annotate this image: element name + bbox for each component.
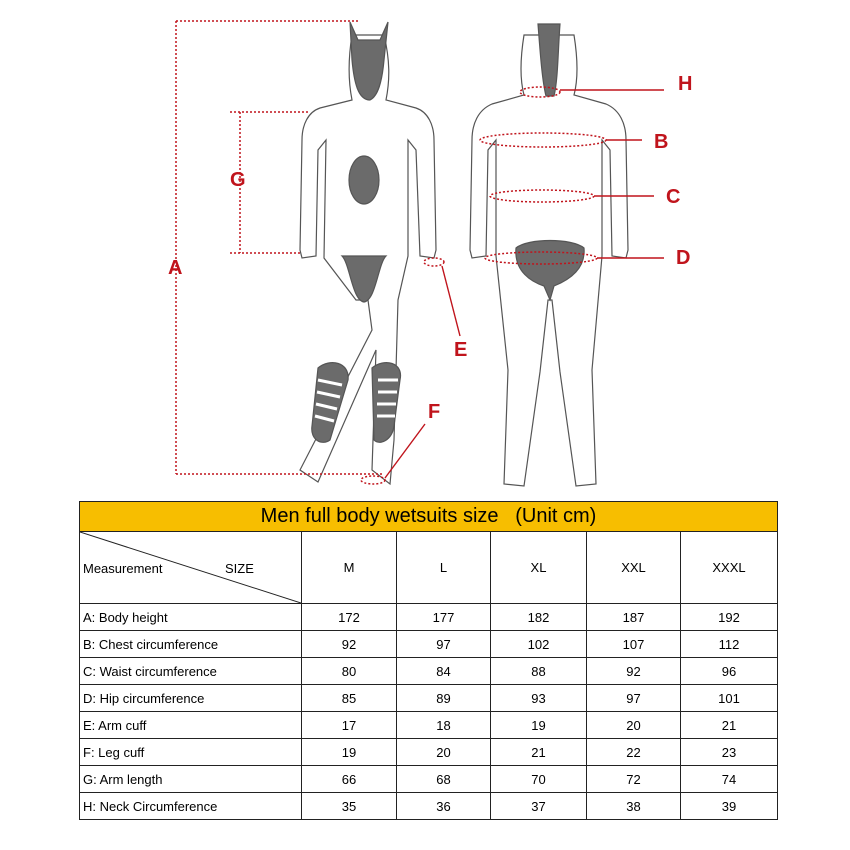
back-figure xyxy=(470,24,628,486)
front-figure xyxy=(300,22,436,484)
table-cell: 112 xyxy=(681,631,778,658)
size-header-l: L xyxy=(397,532,491,604)
label-d: D xyxy=(676,247,691,269)
size-header-xxl: XXL xyxy=(587,532,681,604)
size-header-xxxl: XXXL xyxy=(681,532,778,604)
table-cell: 35 xyxy=(302,793,397,820)
header-corner-cell xyxy=(80,532,302,604)
size-chart-table xyxy=(79,501,778,820)
size-header-m: M xyxy=(302,532,397,604)
row-label: D: Hip circumference xyxy=(80,685,302,712)
e-cuff-ring xyxy=(424,258,444,266)
row-label: F: Leg cuff xyxy=(80,739,302,766)
row-label: B: Chest circumference xyxy=(80,631,302,658)
table-row xyxy=(80,766,778,793)
table-cell: 72 xyxy=(587,766,681,793)
table-cell: 88 xyxy=(491,658,587,685)
table-cell: 89 xyxy=(397,685,491,712)
table-cell: 17 xyxy=(302,712,397,739)
table-row xyxy=(80,658,778,685)
table-cell: 92 xyxy=(302,631,397,658)
label-g: G xyxy=(230,169,246,191)
table-row xyxy=(80,712,778,739)
table-cell: 21 xyxy=(681,712,778,739)
header-size: SIZE xyxy=(225,561,254,576)
table-cell: 66 xyxy=(302,766,397,793)
table-cell: 80 xyxy=(302,658,397,685)
chest-panel xyxy=(349,156,379,204)
table-row xyxy=(80,739,778,766)
table-cell: 37 xyxy=(491,793,587,820)
label-a: A xyxy=(168,257,183,279)
table-cell: 97 xyxy=(397,631,491,658)
table-cell: 177 xyxy=(397,604,491,631)
table-row xyxy=(80,604,778,631)
table-cell: 107 xyxy=(587,631,681,658)
label-b: B xyxy=(654,131,669,153)
table-cell: 74 xyxy=(681,766,778,793)
table-cell: 96 xyxy=(681,658,778,685)
table-cell: 22 xyxy=(587,739,681,766)
table-cell: 92 xyxy=(587,658,681,685)
right-knee-pad xyxy=(372,363,401,443)
table-cell: 97 xyxy=(587,685,681,712)
table-cell: 19 xyxy=(491,712,587,739)
table-cell: 23 xyxy=(681,739,778,766)
table-cell: 172 xyxy=(302,604,397,631)
table-row xyxy=(80,793,778,820)
table-cell: 20 xyxy=(397,739,491,766)
table-cell: 38 xyxy=(587,793,681,820)
table-cell: 20 xyxy=(587,712,681,739)
table-row xyxy=(80,685,778,712)
table-cell: 192 xyxy=(681,604,778,631)
table-title: Men full body wetsuits size (Unit cm) xyxy=(80,502,778,532)
table-cell: 93 xyxy=(491,685,587,712)
f-cuff-ring xyxy=(361,476,385,484)
row-label: E: Arm cuff xyxy=(80,712,302,739)
table-cell: 21 xyxy=(491,739,587,766)
table-cell: 39 xyxy=(681,793,778,820)
row-label: G: Arm length xyxy=(80,766,302,793)
size-header-xl: XL xyxy=(491,532,587,604)
table-row xyxy=(80,631,778,658)
label-e: E xyxy=(454,339,468,361)
row-label: A: Body height xyxy=(80,604,302,631)
label-c: C xyxy=(666,186,681,208)
table-cell: 19 xyxy=(302,739,397,766)
table-cell: 187 xyxy=(587,604,681,631)
table-cell: 182 xyxy=(491,604,587,631)
table-cell: 102 xyxy=(491,631,587,658)
table-cell: 85 xyxy=(302,685,397,712)
table-cell: 36 xyxy=(397,793,491,820)
table-cell: 70 xyxy=(491,766,587,793)
header-measurement: Measurement xyxy=(83,561,163,576)
table-cell: 18 xyxy=(397,712,491,739)
row-label: C: Waist circumference xyxy=(80,658,302,685)
label-h: H xyxy=(678,73,693,95)
table-cell: 84 xyxy=(397,658,491,685)
label-f: F xyxy=(428,401,441,423)
table-cell: 101 xyxy=(681,685,778,712)
table-cell: 68 xyxy=(397,766,491,793)
row-label: H: Neck Circumference xyxy=(80,793,302,820)
